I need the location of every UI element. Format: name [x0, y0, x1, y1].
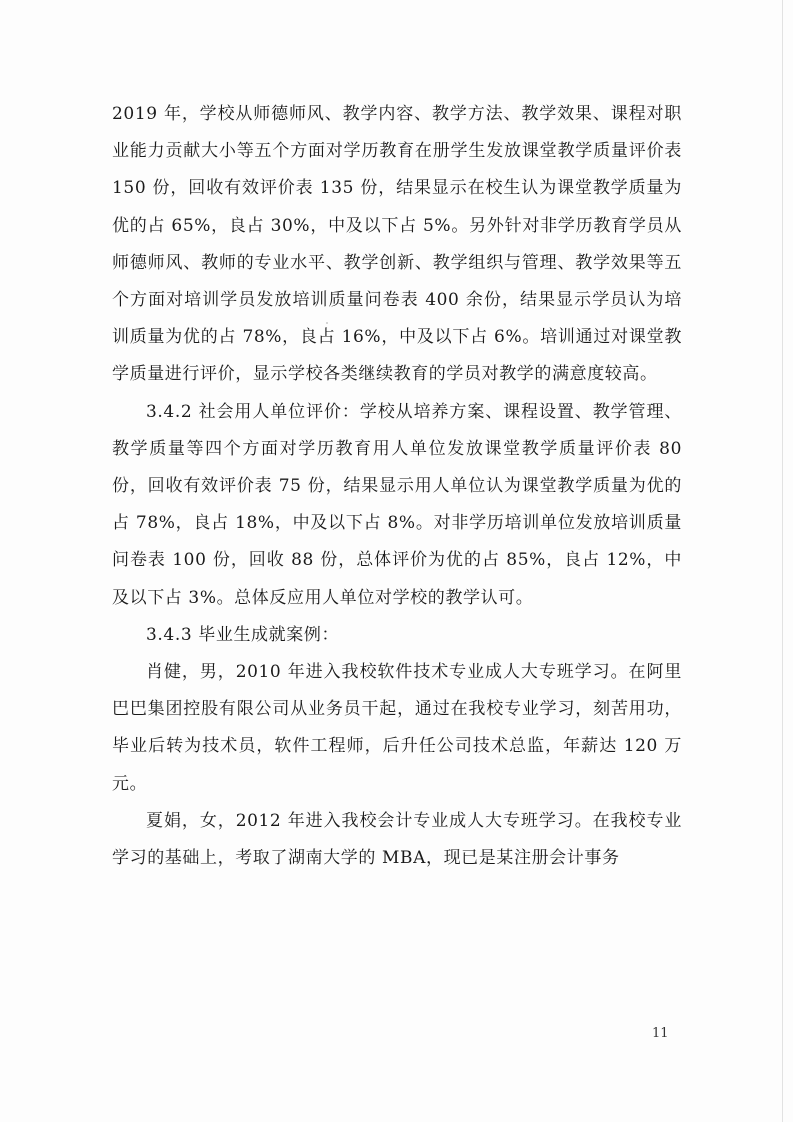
page-number: 11	[652, 1026, 669, 1041]
document-body	[112, 96, 682, 877]
paragraph-evaluation-2019: 2019 年，学校从师德师风、教学内容、教学方法、教学效果、课程对职业能力贡献大小等五个方面对学历教育在册学生发放课堂教学质量评价表 150 份，回收有效评价表 135 份，结果显示在校生认为课堂教学质量为优的占 65%，良占 30%，中及以下占 5%。另外针对非学历教育学员从师德师风、教师的专业水平、教学创新、教学组织与管理、教学效果等五个方面对培训学员发放培训质量问卷表 400 余份，结果显示学员认为培训质量为优的占 78%，良占 16%，中及以下占 6%。培训通过对课堂教学质量进行评价，显示学校各类继续教育的学员对教学的满意度较高。	[112, 104, 682, 385]
paragraph-case-xia-juan: 夏娟，女，2012 年进入我校会计专业成人大专班学习。在我校专业学习的基础上，考取了湖南大学的 MBA，现已是某注册会计事务	[112, 810, 682, 869]
paragraph-case-xiao-jian: 肖健，男，2010 年进入我校软件技术专业成人大专班学习。在阿里巴巴集团控股有限公司从业务员干起，通过在我校专业学习，刻苦用功，毕业后转为技术员，软件工程师，后升任公司技术总监，年薪达 120 万元。	[112, 662, 682, 794]
paragraph-employer-evaluation: 3.4.2 社会用人单位评价：学校从培养方案、课程设置、教学管理、教学质量等四个方面对学历教育用人单位发放课堂教学质量评价表 80 份，回收有效评价表 75 份，结果显示用人单位认为课堂教学质量为优的占 78%，良占 18%，中及以下占 8%。对非学历培训单位发放培训质量问卷表 100 份，回收 88 份，总体评价为优的占 85%，良占 12%，中及以下占 3%。总体反应用人单位对学校的教学认可。	[112, 401, 682, 608]
page-edge-shadow	[782, 0, 783, 1122]
section-heading-graduate-cases: 3.4.3 毕业生成就案例：	[146, 624, 340, 645]
